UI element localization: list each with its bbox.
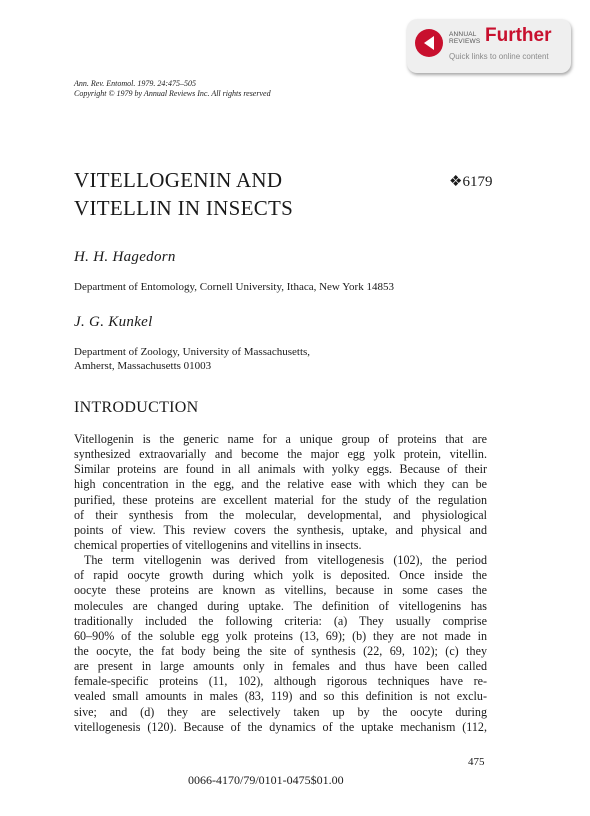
text-line: of their synthesis from the molecular, developmental, and physiological (74, 507, 487, 522)
author-affiliation: Department of Entomology, Cornell University, Ithaca, New York 14853 (74, 281, 394, 293)
text-line: oocyte these proteins are known as vitellins, because in some cases the (74, 583, 487, 598)
text-line: synthesized extraovarially and become the major egg yolk protein, vitellin. (74, 447, 487, 462)
further-brand-word: Further (485, 25, 552, 46)
text-line: points of view. This review covers the synthesis, uptake, and physical and (74, 522, 487, 537)
author-affiliation: Department of Zoology, University of Massachusetts, Amherst, Massachusetts 01003 (74, 346, 311, 372)
article-title: VITELLOGENIN AND VITELLIN IN INSECTS (74, 168, 294, 220)
text-line: are present in large amounts only in females and thus have been called (74, 659, 487, 674)
text-line: Similar proteins are found in all animals with yolky eggs. Because of their (74, 462, 487, 477)
journal-citation (74, 79, 271, 99)
text-line: chemical properties of vitellogenins and vitellins in insects. (74, 537, 362, 552)
text-line: high concentration in the egg, and the relative ease with which they can be (74, 477, 487, 492)
text-line: Vitellogenin is the generic name for a unique group of proteins that are (74, 432, 487, 446)
text-line: vealed small amounts in males (83, 119) and so this definition is not exclu- (74, 689, 487, 704)
citation-line: Ann. Rev. Entomol. 1979. 24:475–505 (74, 79, 197, 88)
footer-code: 0066-4170/79/0101-0475$01.00 (188, 773, 344, 787)
body-text (74, 432, 487, 735)
text-line: sive; and (d) they are selectively taken up by the oocyte during (74, 704, 487, 719)
annual-reviews-further-banner[interactable] (407, 19, 571, 73)
text-line: purified, these proteins are excellent material for the study of the regulation (74, 492, 487, 507)
play-logo-icon (415, 29, 443, 57)
text-line: The term vitellogenin was derived from vitellogenesis (102), the period (84, 553, 487, 568)
text-line: of rapid oocyte growth during which yolk is deposited. Once inside the (74, 568, 487, 583)
text-line: traditionally included the following criteria: (a) They usually comprise (74, 613, 487, 628)
annual-reviews-brand: ANNUAL REVIEWS (449, 31, 481, 45)
text-line: vitellogenesis (120). Because of the dynamics of the uptake mechanism (112, (74, 719, 487, 734)
author-name: J. G. Kunkel (74, 314, 153, 330)
section-heading: INTRODUCTION (74, 399, 199, 416)
author-name: H. H. Hagedorn (74, 249, 176, 265)
text-line: the oocyte, the fat body being the site of synthesis (22, 69, 102); (c) they (74, 643, 487, 658)
text-line: 60–90% of the soluble egg yolk proteins (13, 69); (b) they are not made in (74, 628, 487, 643)
text-line: female-specific proteins (11, 102), although rigorous techniques have re- (74, 674, 487, 689)
page-number: 475 (468, 756, 485, 768)
text-line: molecules are changed during uptake. The definition of vitellogenins has (74, 598, 487, 613)
copyright-line: Copyright © 1979 by Annual Reviews Inc. All rights reserved (74, 89, 271, 98)
further-tagline: Quick links to online content (449, 52, 549, 61)
article-number: ❖6179 (449, 174, 493, 190)
